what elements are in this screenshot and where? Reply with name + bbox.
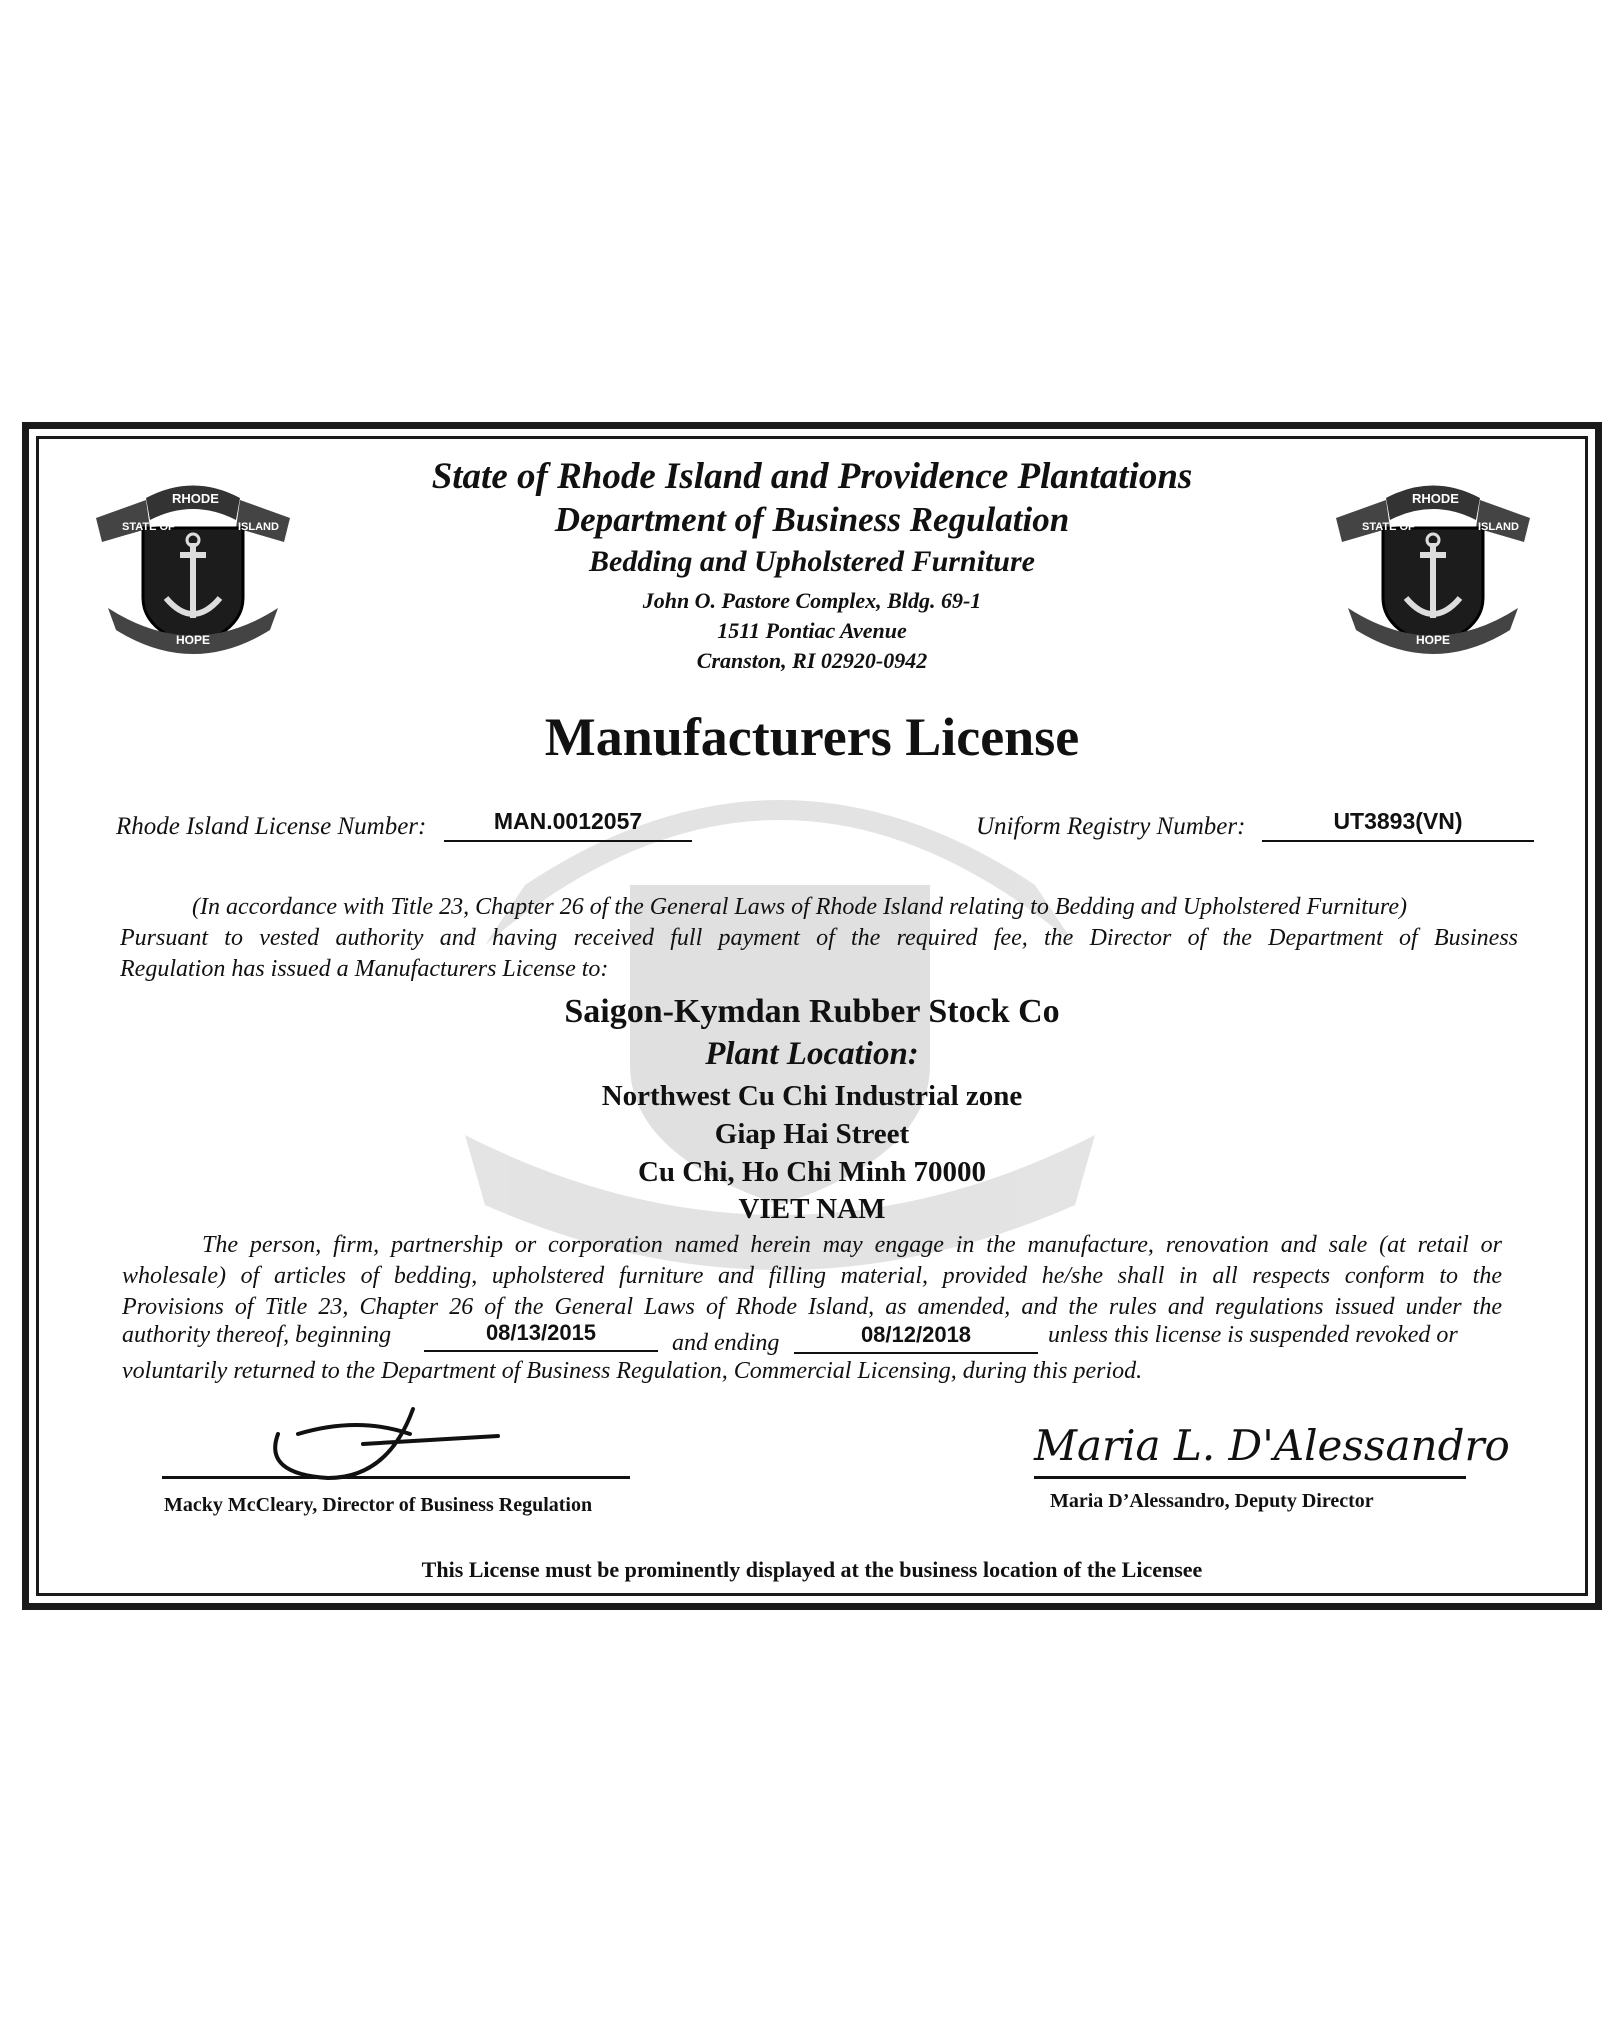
intro-line1: (In accordance with Title 23, Chapter 26 of the General Laws of Rhode Island relating to Bedding and Upholstered Furniture): [192, 894, 1407, 920]
ri-license-number: MAN.0012057: [493, 808, 643, 834]
header-address-line3: Cranston, RI 02920-0942: [696, 648, 928, 673]
intro-line3: Regulation has issued a Manufacturers License to:: [120, 956, 609, 982]
uniform-registry-label: Uniform Registry Number:: [976, 813, 1246, 840]
licensee-company: Saigon-Kymdan Rubber Stock Co: [564, 993, 1060, 1030]
plant-location-label: Plant Location:: [705, 1036, 919, 1072]
seal-right-text-rhode: RHODE: [1412, 491, 1459, 506]
display-notice: This License must be prominently displayed at the business location of the Licensee: [421, 1557, 1203, 1582]
plant-address-line3: Cu Chi, Ho Chi Minh 70000: [637, 1156, 987, 1188]
seal-left-text-island: ISLAND: [238, 521, 279, 533]
deputy-signature-script: Maria L. D'Alessandro: [1034, 1421, 1510, 1470]
certificate-title: Manufacturers License: [544, 707, 1080, 767]
end-date: 08/12/2018: [860, 1322, 972, 1347]
terms-line3: Provisions of Title 23, Chapter 26 of the General Laws of Rhode Island, as amended, and the rules and regulations issued under the: [122, 1294, 1502, 1320]
seal-left-text-state: STATE OF: [122, 521, 175, 533]
terms-line4-suffix: unless this license is suspended revoked or: [1048, 1322, 1458, 1348]
header-division: Bedding and Upholstered Furniture: [589, 545, 1035, 578]
header-department: Department of Business Regulation: [554, 500, 1070, 539]
intro-line2: Pursuant to vested authority and having received full payment of the required fee, the Director of the Department of Business: [120, 925, 1518, 951]
terms-line2: wholesale) of articles of bedding, upholstered furniture and filling material, provided he/she shall in all respects conform to the: [122, 1263, 1502, 1289]
seal-left-text-hope: HOPE: [176, 633, 211, 647]
terms-paragraph: [122, 1230, 1502, 1323]
uniform-registry-number: UT3893(VN): [1333, 808, 1463, 834]
header-state: State of Rhode Island and Providence Plantations: [431, 456, 1193, 497]
director-name: Macky McCleary, Director of Business Regulation: [164, 1494, 593, 1516]
seal-right-text-state: STATE OF: [1362, 521, 1415, 533]
header-address-line1: John O. Pastore Complex, Bldg. 69-1: [642, 588, 982, 613]
ri-license-label: Rhode Island License Number:: [116, 813, 427, 840]
plant-address-line2: Giap Hai Street: [714, 1118, 910, 1150]
terms-line1: The person, firm, partnership or corporation named herein may engage in the manufacture, renovation and sale (at retail or: [202, 1232, 1502, 1258]
header-address-line2: 1511 Pontiac Avenue: [717, 618, 907, 643]
director-signature-line: [162, 1476, 630, 1479]
director-signature: [268, 1404, 508, 1486]
deputy-signature: [1034, 1416, 1510, 1482]
terms-line4-end-label: and ending: [672, 1330, 780, 1356]
terms-line4-begin-label: authority thereof, beginning: [122, 1322, 392, 1348]
seal-right-text-hope: HOPE: [1416, 633, 1451, 647]
begin-date: 08/13/2015: [485, 1320, 597, 1345]
intro-paragraph: [120, 892, 1518, 985]
plant-address-line1: Northwest Cu Chi Industrial zone: [601, 1080, 1023, 1112]
seal-left-text-rhode: RHODE: [172, 491, 219, 506]
deputy-signature-line: [1034, 1476, 1466, 1479]
deputy-name: Maria D’Alessandro, Deputy Director: [1050, 1490, 1374, 1512]
seal-right-text-island: ISLAND: [1478, 521, 1519, 533]
plant-address-country: VIET NAM: [738, 1193, 886, 1225]
terms-line5: voluntarily returned to the Department of Business Regulation, Commercial Licensing, during this period.: [122, 1358, 1143, 1384]
